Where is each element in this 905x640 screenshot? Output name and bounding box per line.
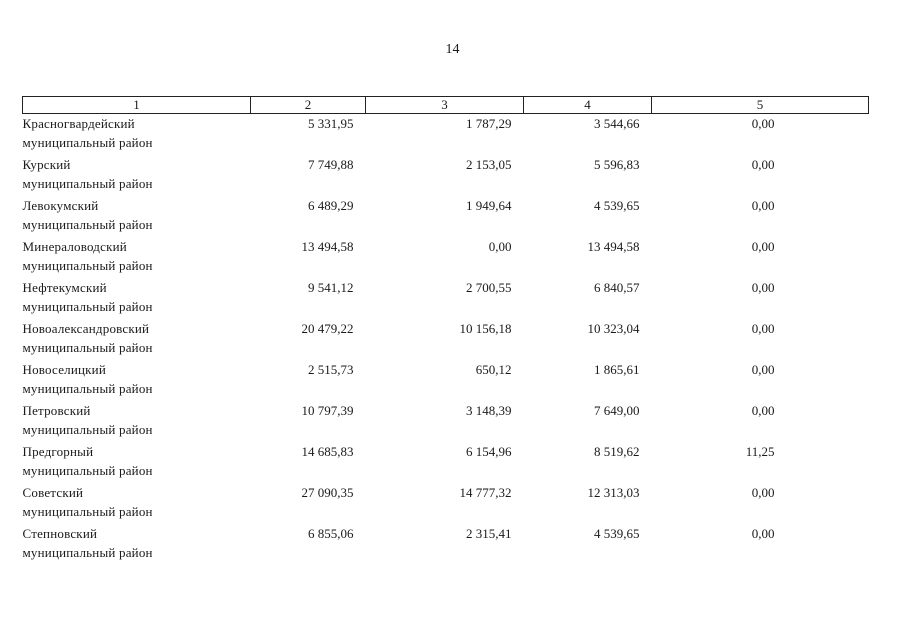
column-header-3: 3 (366, 97, 524, 114)
value-cell-col-3: 2 700,55 (466, 280, 512, 295)
value-cell-col-5: 0,00 (751, 485, 775, 500)
value-cell-col-2: 27 090,35 (301, 485, 354, 500)
value-cell-col-3: 1 787,29 (466, 116, 512, 131)
district-name: Минераловодский (22, 239, 127, 254)
value-cell-col-5: 0,00 (751, 157, 775, 172)
district-type: муниципальный район (22, 217, 153, 232)
district-type: муниципальный район (22, 422, 153, 437)
district-name-cell (23, 114, 251, 156)
value-cell-col-3: 10 156,18 (459, 321, 512, 336)
table-row (23, 401, 869, 442)
value-cell-col-5: 11,25 (745, 444, 775, 459)
district-type: муниципальный район (22, 340, 153, 355)
value-cell-col-2: 6 489,29 (308, 198, 354, 213)
column-header-2: 2 (251, 97, 366, 114)
table-row (23, 483, 869, 524)
value-cell-col-5: 0,00 (751, 280, 775, 295)
value-cell-col-3: 2 315,41 (466, 526, 512, 541)
district-name: Нефтекумский (22, 280, 107, 295)
value-cell-col-2: 14 685,83 (301, 444, 354, 459)
value-cell-col-3: 3 148,39 (466, 403, 512, 418)
district-type: муниципальный район (22, 463, 153, 478)
district-name-cell (23, 524, 251, 565)
value-cell-col-2: 2 515,73 (308, 362, 354, 377)
table-row (23, 278, 869, 319)
district-name: Новоселицкий (22, 362, 106, 377)
value-cell-col-2: 10 797,39 (301, 403, 354, 418)
value-cell-col-4: 3 544,66 (594, 116, 640, 131)
value-cell-col-2: 9 541,12 (308, 280, 354, 295)
column-header-1: 1 (23, 97, 251, 114)
value-cell-col-5: 0,00 (751, 362, 775, 377)
value-cell-col-4: 5 596,83 (594, 157, 640, 172)
district-type: муниципальный район (22, 504, 153, 519)
budget-table (22, 96, 869, 565)
value-cell-col-3: 14 777,32 (459, 485, 512, 500)
value-cell-col-3: 0,00 (488, 239, 512, 254)
table-row (23, 442, 869, 483)
district-name: Курский (22, 157, 71, 172)
district-name: Новоалександровский (22, 321, 150, 336)
district-name: Красногвардейский (22, 116, 135, 131)
district-name-cell (23, 319, 251, 360)
value-cell-col-5: 0,00 (751, 321, 775, 336)
column-header-4: 4 (524, 97, 652, 114)
table-header (23, 97, 869, 114)
table-row (23, 237, 869, 278)
district-name-cell (23, 442, 251, 483)
district-name: Петровский (22, 403, 91, 418)
table-row (23, 114, 869, 156)
value-cell-col-4: 13 494,58 (587, 239, 640, 254)
value-cell-col-4: 6 840,57 (594, 280, 640, 295)
value-cell-col-5: 0,00 (751, 526, 775, 541)
district-name: Предгорный (22, 444, 94, 459)
table-row (23, 155, 869, 196)
value-cell-col-3: 650,12 (475, 362, 512, 377)
table-row (23, 196, 869, 237)
value-cell-col-3: 6 154,96 (466, 444, 512, 459)
district-name-cell (23, 278, 251, 319)
district-name-cell (23, 155, 251, 196)
district-name-cell (23, 401, 251, 442)
district-name-cell (23, 237, 251, 278)
value-cell-col-4: 10 323,04 (587, 321, 640, 336)
value-cell-col-5: 0,00 (751, 198, 775, 213)
district-type: муниципальный район (22, 176, 153, 191)
district-name-cell (23, 483, 251, 524)
value-cell-col-5: 0,00 (751, 403, 775, 418)
value-cell-col-2: 20 479,22 (301, 321, 354, 336)
district-type: муниципальный район (22, 258, 153, 273)
district-name: Степновский (22, 526, 98, 541)
table-row (23, 319, 869, 360)
district-type: муниципальный район (22, 135, 153, 150)
value-cell-col-4: 1 865,61 (594, 362, 640, 377)
value-cell-col-4: 12 313,03 (587, 485, 640, 500)
value-cell-col-2: 7 749,88 (308, 157, 354, 172)
header-row (23, 97, 869, 114)
value-cell-col-5: 0,00 (751, 239, 775, 254)
value-cell-col-5: 0,00 (751, 116, 775, 131)
district-name: Левокумский (22, 198, 99, 213)
value-cell-col-2: 13 494,58 (301, 239, 354, 254)
table-row (23, 524, 869, 565)
district-name-cell (23, 196, 251, 237)
table-row (23, 360, 869, 401)
district-type: муниципальный район (22, 299, 153, 314)
value-cell-col-4: 4 539,65 (594, 526, 640, 541)
value-cell-col-4: 7 649,00 (594, 403, 640, 418)
table-body (23, 114, 869, 566)
value-cell-col-4: 8 519,62 (594, 444, 640, 459)
district-name: Советский (22, 485, 84, 500)
value-cell-col-2: 5 331,95 (308, 116, 354, 131)
value-cell-col-3: 1 949,64 (466, 198, 512, 213)
district-name-cell (23, 360, 251, 401)
district-type: муниципальный район (22, 545, 153, 560)
value-cell-col-4: 4 539,65 (594, 198, 640, 213)
column-header-5: 5 (652, 97, 869, 114)
district-type: муниципальный район (22, 381, 153, 396)
value-cell-col-2: 6 855,06 (308, 526, 354, 541)
page-number: 14 (445, 42, 460, 57)
value-cell-col-3: 2 153,05 (466, 157, 512, 172)
